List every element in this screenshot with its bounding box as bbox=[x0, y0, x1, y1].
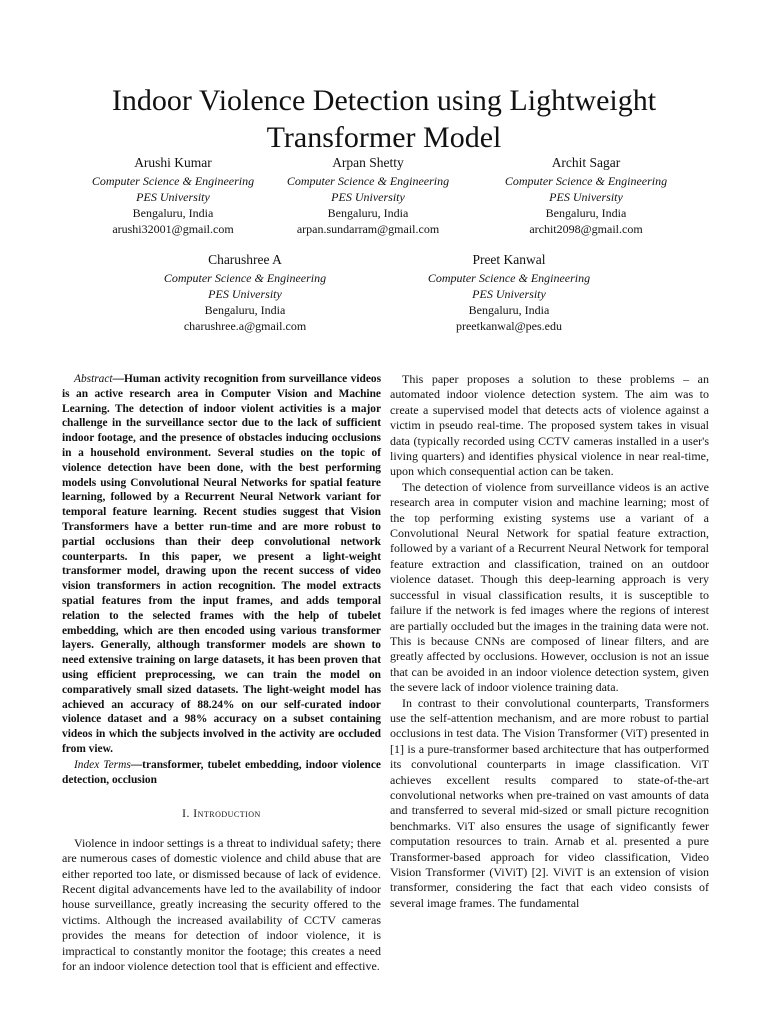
body-paragraph-2: The detection of violence from surveillance videos is an active research area in computer vision and machine learning; most of the top performing existing systems use a variant of a Convolutional Neural Network for spatial feature extraction, followed by a variant of a Recurrent Neural Network for temporal feature extraction and classification, trained on an outdoor violence dataset. Though this deep-learning approach is very successful in visual classification results, it is susceptible to failure if the network is fed images where the regions of interest are partially occluded but the images in the training data were not. This is because CNNs are composed of linear filters, and are greatly affected by occlusions. However, occlusion is not an issue that can be avoided in an indoor violence detection system, given the severe lack of indoor violence training data. bbox=[390, 479, 709, 695]
author-univ: PES University bbox=[136, 190, 210, 204]
author-email: charushree.a@gmail.com bbox=[183, 319, 307, 333]
author-dept: Computer Science & Engineering bbox=[286, 174, 450, 188]
author-block-5 bbox=[404, 251, 614, 334]
author-email: preetkanwal@pes.edu bbox=[455, 319, 562, 333]
abstract-text: —Human activity recognition from surveillance videos is an active research area in Computer Vision and Machine Learning. The detection of indoor violent activities is a major challenge in the surveillance sector due to the lack of sufficient indoor footage, and the presence of obstacles inducing occlusions in a household environment. Several studies on the topic of violence detection have been done, with the best performing models using Convolutional Neural Networks for spatial feature learning, followed by a Recurrent Neural Network variant for temporal feature learning. Recent studies suggest that Vision Transformers have a better run-time and are more robust to partial occlusions than their deep convolutional network counterparts. In this paper, we present a light-weight transformer model, drawing upon the recent success of video vision transformers in action recognition. The model extracts spatial features from the input frames, and adds temporal relation to the selected frames with the help of tubelet embedding, which are then encoded using various transformer layers. Generally, although transformer models are shown to need extensive training on large datasets, it has been proven that using efficient preprocessing, we can train the model on comparatively small sized datasets. The light-weight model has achieved an accuracy of 88.24% on our self-curated indoor violence dataset and a 98% accuracy on a subset containing videos in which the subjects involved in the activity are occluded from view. bbox=[62, 373, 381, 755]
index-terms-label: Index Terms bbox=[74, 758, 131, 771]
left-column bbox=[62, 372, 381, 974]
author-block-4 bbox=[140, 251, 350, 334]
author-univ: PES University bbox=[549, 190, 623, 204]
index-terms bbox=[62, 758, 381, 788]
author-email: arpan.sundarram@gmail.com bbox=[296, 222, 440, 236]
author-univ: PES University bbox=[472, 287, 546, 301]
abstract bbox=[62, 372, 381, 757]
author-dept: Computer Science & Engineering bbox=[504, 174, 668, 188]
author-dept: Computer Science & Engineering bbox=[163, 271, 327, 285]
author-block-1 bbox=[68, 154, 278, 237]
title-line-2: Transformer Model bbox=[266, 121, 502, 155]
intro-paragraph-1: Violence in indoor settings is a threat to individual safety; there are numerous cases of domestic violence and child abuse that are either reported too late, or dismissed because of lack of evidence. Recent digital advancements have led to the availability of indoor house surveillance, greatly increasing the security offered to the victims. Although the increased availability of CCTV cameras provides the means for detection of indoor violence, it is impractical to constantly monitor the footage; this creates a need for an indoor violence detection tool that is efficient and effective. bbox=[62, 835, 381, 973]
author-email: archit2098@gmail.com bbox=[529, 222, 643, 236]
index-terms-text: —transformer, tubelet embedding, indoor violence detection, occlusion bbox=[62, 758, 381, 786]
author-univ: PES University bbox=[208, 287, 282, 301]
paper-title bbox=[60, 82, 708, 156]
author-city: Bengaluru, India bbox=[545, 206, 627, 220]
author-name: Preet Kanwal bbox=[472, 252, 546, 267]
author-name: Charushree A bbox=[208, 252, 282, 267]
author-name: Arpan Shetty bbox=[332, 155, 404, 170]
author-block-3 bbox=[481, 154, 691, 237]
abstract-label: Abstract bbox=[74, 373, 113, 385]
body-paragraph-3: In contrast to their convolutional counterparts, Transformers use the self-attention mechanism, and are more robust to partial occlusions in test data. The Vision Transformer (ViT) presented in [1] is a pure-transformer based architecture that has outperformed its convolutional counterparts in image classification. ViT achieves excellent results compared to state-of-the-art convolutional networks when pre-trained on vast amounts of data and transferred to several mid-sized or small picture recognition benchmarks. ViT also ensures the usage of significantly fewer computation resources to train. Arnab et al. presented a pure Transformer-based approach for video classification, Video Vision Transformer (ViViT) [2]. ViViT is an extension of vision transformer, considering the fact that each video consists of several image frames. The fundamental bbox=[390, 695, 709, 910]
author-city: Bengaluru, India bbox=[204, 303, 286, 317]
author-univ: PES University bbox=[331, 190, 405, 204]
author-city: Bengaluru, India bbox=[132, 206, 214, 220]
right-column bbox=[390, 372, 709, 911]
author-name: Archit Sagar bbox=[551, 155, 621, 170]
author-city: Bengaluru, India bbox=[327, 206, 409, 220]
author-name: Arushi Kumar bbox=[134, 155, 212, 170]
section-title: Introduction bbox=[193, 808, 261, 821]
author-city: Bengaluru, India bbox=[468, 303, 550, 317]
section-numeral: I. bbox=[182, 808, 190, 821]
section-heading-introduction bbox=[62, 807, 381, 822]
author-dept: Computer Science & Engineering bbox=[427, 271, 591, 285]
author-email: arushi32001@gmail.com bbox=[112, 222, 234, 236]
author-dept: Computer Science & Engineering bbox=[91, 174, 255, 188]
body-paragraph-1: This paper proposes a solution to these problems – an automated indoor violence detection system. The aim was to create a supervised model that detects acts of violence against a victim in pseudo real-time. The proposed system takes in visual data (typically recorded using CCTV cameras installed in a user's living quarters) and identifies physical violence in near real-time, upon which consequential action can be taken. bbox=[390, 372, 709, 479]
author-block-2 bbox=[263, 154, 473, 237]
title-line-1: Indoor Violence Detection using Lightweight bbox=[111, 84, 657, 118]
